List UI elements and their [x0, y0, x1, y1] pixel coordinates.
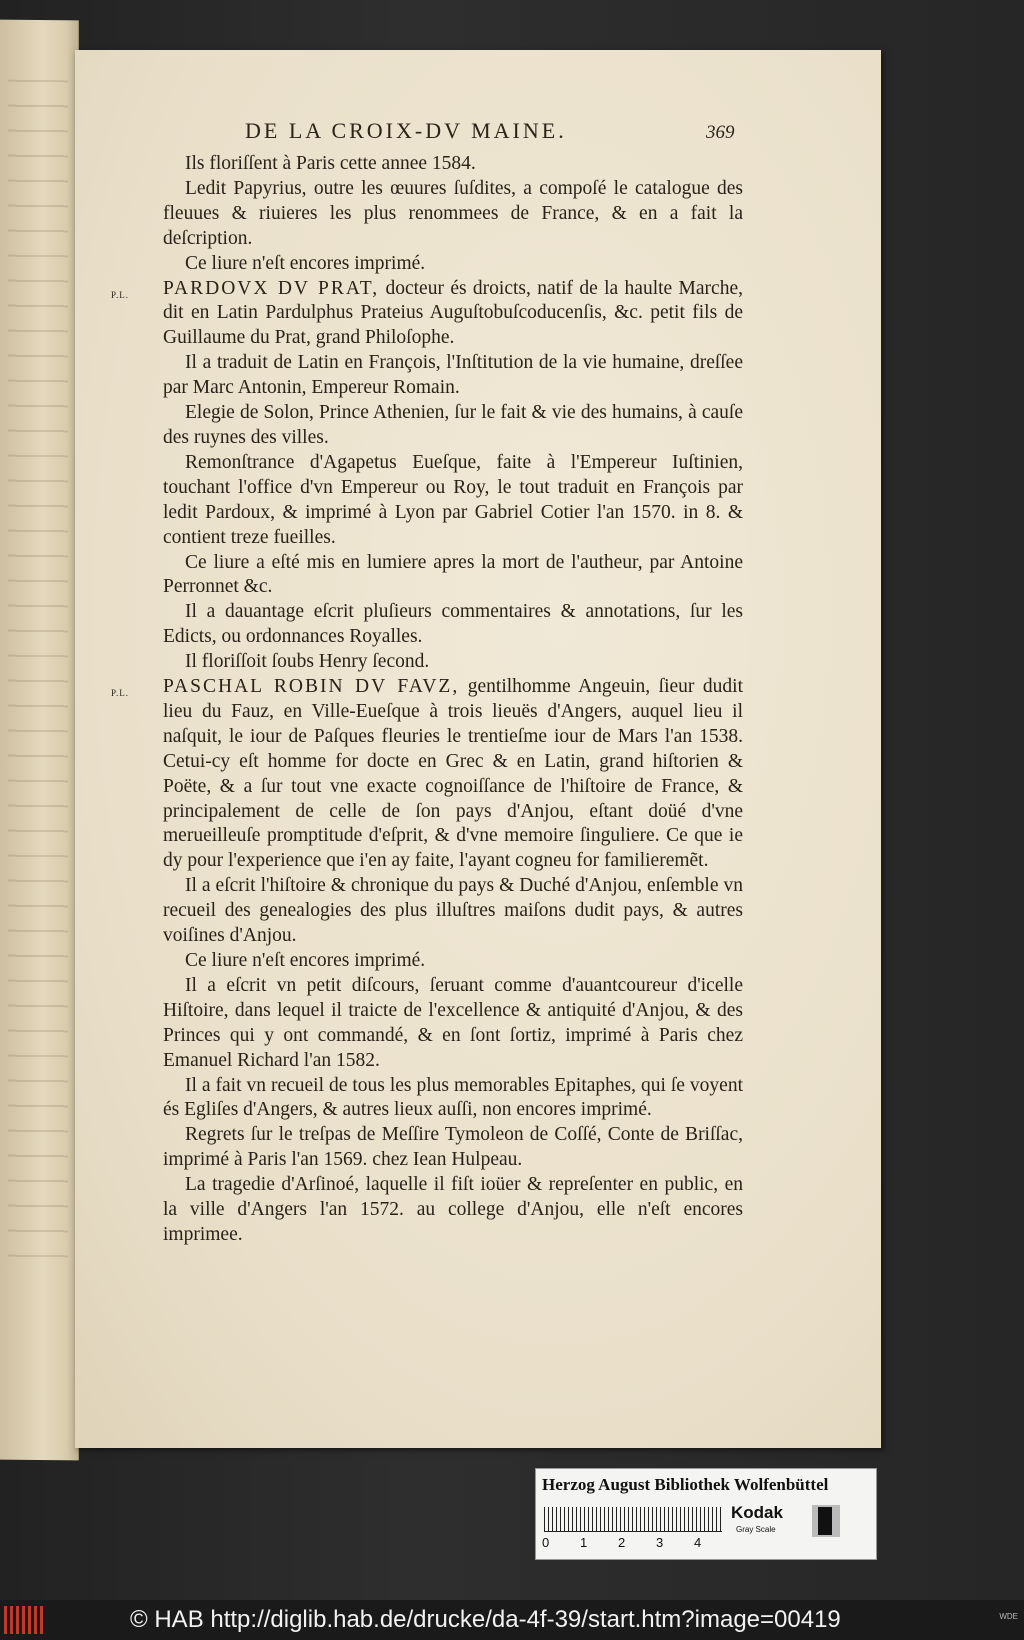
paragraph-text: Ce liure n'eſt encores imprimé. [185, 252, 426, 274]
hab-logo-icon [4, 1606, 46, 1634]
margin-marker: P.L. [111, 289, 130, 300]
text-paragraph [163, 600, 743, 650]
paragraph-text: Il a traduit de Latin en François, l'Inſtitution de la vie humaine, dreſſee par Marc Antonin, Empereur Romain. [163, 352, 743, 399]
kodak-logo: Kodak [731, 1503, 783, 1522]
paragraph-text: Ce liure n'eſt encores imprimé. [185, 950, 426, 971]
paragraph-text: docteur és droicts, natif de la haulte Marche, dit en Latin Pardulphus Prateius Auguſtobuſcoducenſis, &c. petit fils de Guillaume du Prat, grand Philoſophe. [163, 277, 743, 349]
paragraph-text: Regrets ſur le treſpas de Meſſire Tymoleon de Coſſé, Conte de Briſſac, imprimé à Paris l'an 1569. chez Iean Hulpeau. [163, 1124, 743, 1171]
black-patch [818, 1507, 832, 1535]
running-header: DE LA CROIX-DV MAINE. [245, 118, 567, 143]
gray-scale-label: Gray Scale [736, 1525, 776, 1534]
paragraph-text: Remonſtrance d'Agapetus Eueſque, faite à l'Empereur Iuſtinien, touchant l'office d'vn Empereur ou Roy, le tout traduit en François par ledit Pardoux, & imprimé à Lyon par Gabriel Cotier l'an 1570. in 8. & contient treze fueilles. [163, 451, 743, 548]
author-name: PARDOVX DV PRAT, [163, 277, 380, 299]
author-name: PASCHAL ROBIN DV FAVZ, [163, 676, 460, 698]
text-paragraph [163, 874, 743, 949]
text-paragraph [163, 551, 743, 601]
text-paragraph [163, 974, 743, 1074]
text-paragraph [163, 177, 743, 252]
copyright-url[interactable]: © HAB http://diglib.hab.de/drucke/da-4f-39/start.htm?image=00419 [130, 1606, 841, 1633]
paragraph-text: Ils floriſſent à Paris cette annee 1584. [185, 153, 476, 174]
paragraph-text: gentilhomme Angeuin, ſieur dudit lieu du Fauz, en Ville-Eueſque à trois lieuës d'Angers, auquel lieu il naſquit, le iour de Paſques fleuries le trentieſme iour de Mars l'an 1538. Cetui-cy eſt homme for docte en Grec & en Latin, grand hiſtorien & Poëte, & a ſur tout vne exacte cognoiſſance de l'hiſtoire de France, & principalement de celle de ſon pays d'Anjou, eſtant doüé d'vne merueilleuſe promptitude d'eſprit, & d'vne memoire ſinguliere. Ce que ie dy pour l'experience que i'en ay faite, l'ayant cogneu for familieremẽt. [163, 676, 743, 872]
paragraph-text: Il a fait vn recueil de tous les plus memorables Epitaphes, qui ſe voyent és Egliſes d'Angers, & autres lieux auſſi, non encores imprimé. [163, 1074, 743, 1121]
ruler-number: 4 [694, 1535, 702, 1550]
ruler-number: 3 [656, 1535, 664, 1550]
ruler-number: 0 [542, 1535, 550, 1550]
entry-paragraph [111, 675, 743, 874]
color-target [535, 1468, 877, 1560]
text-paragraph [163, 1173, 743, 1248]
text-paragraph [163, 1074, 743, 1124]
margin-marker: P.L. [111, 688, 130, 699]
page-text-block [111, 152, 743, 1248]
text-paragraph [163, 401, 743, 451]
paragraph-text: La tragedie d'Arſinoé, laquelle il fiſt ioüer & repreſenter en public, en la ville d'Angers l'an 1572. au college d'Anjou, elle n'eſt encores imprimee. [163, 1174, 743, 1245]
ruler-number: 2 [618, 1535, 626, 1550]
paragraph-text: Il a eſcrit l'hiſtoire & chronique du pays & Duché d'Anjou, enſemble vn recueil des genealogies des plus illuſtres maiſons dudit pays, & autres voiſines d'Anjou. [163, 875, 743, 947]
paragraph-text: Elegie de Solon, Prince Athenien, ſur le fait & vie des humains, à cauſe des ruynes des villes. [163, 402, 743, 448]
text-paragraph [163, 451, 743, 551]
target-title: Herzog August Bibliothek Wolfenbüttel [542, 1475, 829, 1494]
footer-tag: WDE [999, 1612, 1018, 1621]
paragraph-text: Ledit Papyrius, outre les œuures ſuſdites, a compoſé le catalogue des fleuues & riuieres les plus renommees de France, & en a fait la deſcription. [163, 177, 743, 249]
text-paragraph [163, 1123, 743, 1173]
text-paragraph [163, 949, 743, 974]
text-paragraph [163, 252, 743, 277]
ruler-number: 1 [580, 1535, 588, 1550]
footer-bar [0, 1600, 1024, 1640]
previous-page-text-lines [8, 80, 68, 1261]
ruler-numbers [542, 1535, 732, 1550]
text-paragraph [163, 650, 743, 675]
previous-page-edge [0, 20, 79, 1461]
paragraph-text: Il floriſſoit ſoubs Henry ſecond. [185, 651, 430, 673]
page-number: 369 [706, 122, 735, 143]
text-paragraph [163, 351, 743, 401]
ruler-scale [544, 1507, 722, 1532]
entry-paragraph [111, 277, 743, 352]
paragraph-text: Ce liure a eſté mis en lumiere apres la mort de l'autheur, par Antoine Perronnet &c. [163, 551, 743, 598]
paragraph-text: Il a dauantage eſcrit pluſieurs commentaires & annotations, ſur les Edicts, ou ordonnances Royalles. [163, 601, 743, 648]
gray-scale-patch [812, 1505, 840, 1537]
paragraph-text: Il a eſcrit vn petit diſcours, ſeruant comme d'auantcoureur d'icelle Hiſtoire, dans lequel il traicte de l'excellence & antiquité d'Anjou, & des Princes qui y ont commandé, & en ſont ſortiz, imprimé à Paris chez Emanuel Richard l'an 1582. [163, 974, 743, 1071]
text-paragraph [163, 152, 743, 177]
